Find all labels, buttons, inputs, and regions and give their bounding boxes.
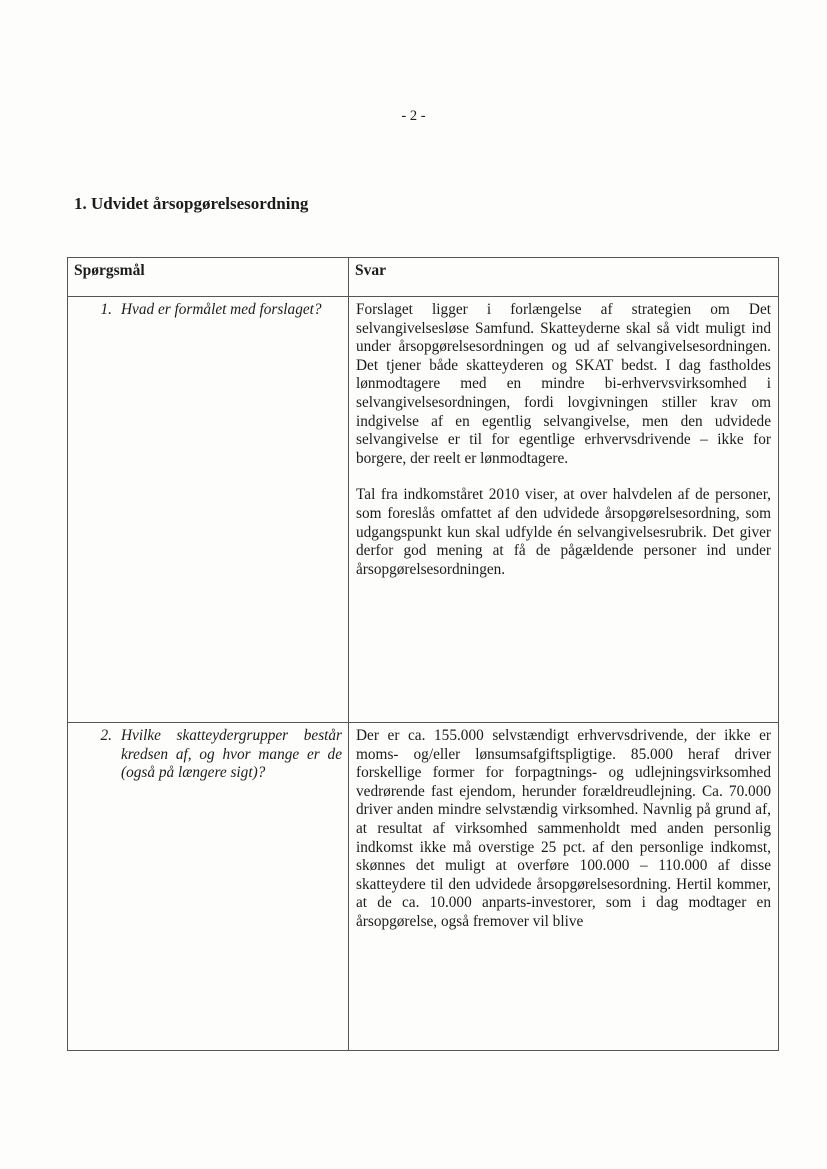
question-cell xyxy=(68,723,349,1051)
question-text: Hvad er formålet med forslaget? xyxy=(121,301,322,318)
answer-cell xyxy=(349,723,779,1051)
answer-column-header: Svar xyxy=(349,258,779,297)
answer-paragraph: Der er ca. 155.000 selvstændigt erhvervsdrivende, der ikke er moms- og/eller lønsumsafgiftspligtige. 85.000 heraf driver forskellige former for forpagtnings- og udlejningsvirksomhed vedrørende fast ejendom, herunder forældreudlejning. Ca. 70.000 driver anden mindre selvstændig virksomhed. Navnlig på grund af, at resultat af virksomhed sammenholdt med anden personlig indkomst ikke må overstige 25 pct. af den personlige indkomst, skønnes det muligt at overføre 100.000 – 110.000 af disse skatteydere til den udvidede årsopgørelsesordning. Hertil kommer, at de ca. 10.000 anparts-investorer, som i dag modtager en årsopgørelse, også fremover vil blive xyxy=(356,727,771,930)
qa-table xyxy=(67,257,779,1051)
answer-cell xyxy=(349,297,779,723)
question-column-header: Spørgsmål xyxy=(68,258,349,297)
table-header-row xyxy=(68,258,779,297)
page-number: - 2 - xyxy=(401,108,426,124)
table-row xyxy=(68,723,779,1051)
table-row xyxy=(68,297,779,723)
section-heading: 1. Udvidet årsopgørelsesordning xyxy=(74,194,309,213)
question-text: Hvilke skatteydergrupper består kredsen af, og hvor mange er de (også på længere sigt)? xyxy=(121,727,342,782)
question-number: 2. xyxy=(100,727,112,744)
question-cell xyxy=(68,297,349,723)
question-number: 1. xyxy=(100,301,112,318)
answer-paragraph: Tal fra indkomståret 2010 viser, at over halvdelen af de personer, som foreslås omfattet af den udvidede årsopgørelsesordning, som udgangspunkt kun skal udfylde én selvangivelsesrubrik. Det giver derfor god mening at få de pågældende personer ind under årsopgørelsesordningen. xyxy=(356,486,771,578)
answer-paragraph: Forslaget ligger i forlængelse af strategien om Det selvangivelsesløse Samfund. Skatteyderne skal så vidt muligt ind under årsopgørelsesordningen og ud af selvangivelsesordningen. Det tjener både skatteyderen og SKAT bedst. I dag fastholdes lønmodtagere med en mindre bi-erhvervsvirksomhed i selvangivelsesordningen, fordi lovgivningen stiller krav om indgivelse af en egentlig selvangivelse, men den udvidede selvangivelse er til for egentlige erhvervsdrivende – ikke for borgere, der reelt er lønmodtagere. xyxy=(356,301,771,467)
